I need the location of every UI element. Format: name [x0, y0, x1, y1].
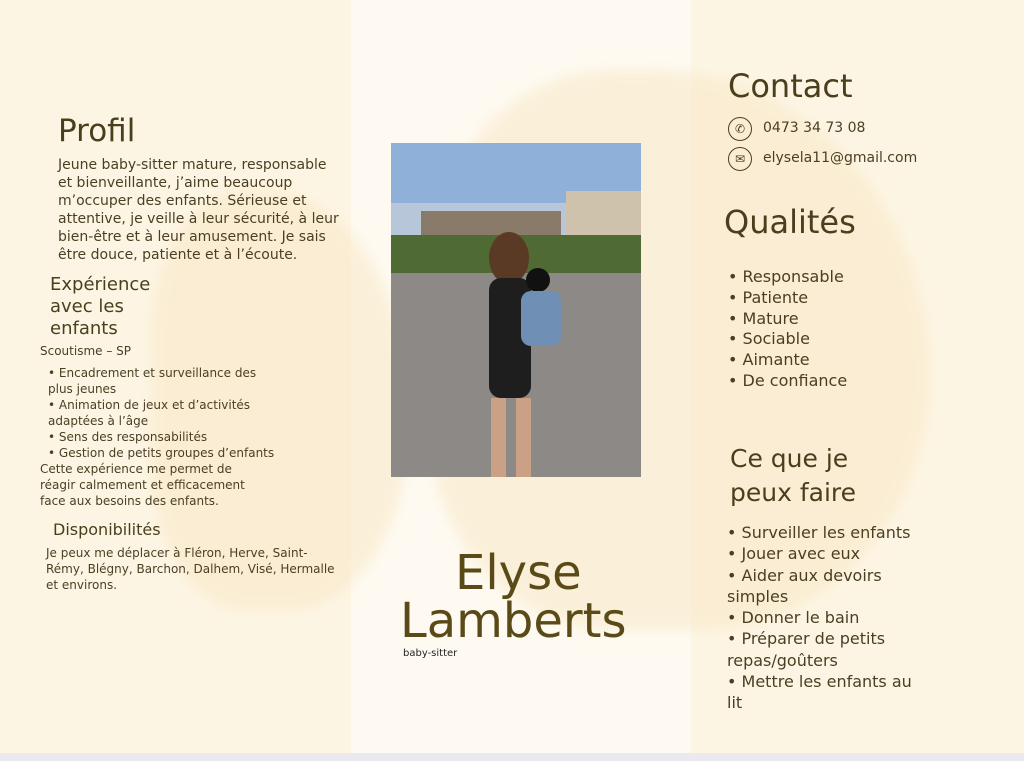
profile-title: Profil	[58, 113, 136, 149]
experience-subtitle: Scoutisme – SP	[40, 344, 132, 358]
list-item: • Mettre les enfants au lit	[727, 671, 927, 714]
profile-photo	[391, 143, 641, 477]
availability-title: Disponibilités	[53, 520, 161, 539]
list-item: • Gestion de petits groupes d’enfants	[48, 445, 278, 461]
list-item: • Donner le bain	[727, 607, 927, 628]
availability-text: Je peux me déplacer à Fléron, Herve, Saint-Rémy, Blégny, Barchon, Dalhem, Visé, Hermalle et environs.	[46, 546, 335, 592]
qualities-title: Qualités	[724, 203, 856, 241]
tasks-title: Ce que je peux faire	[730, 444, 857, 507]
role: baby-sitter	[403, 648, 458, 659]
tasks-list	[727, 522, 927, 714]
list-item: • Préparer de petits repas/goûters	[727, 628, 927, 671]
experience-title: Expérience avec les enfants	[50, 274, 151, 339]
left-column	[40, 112, 340, 593]
profile-text: Jeune baby-sitter mature, responsable et bienveillante, j’aime beaucoup m’occuper des enfants. Sérieuse et attentive, je veille à leur sécurité, à leur bien-être et à leur amusement. Je sais être douce, patiente et à l’écoute.	[58, 157, 339, 263]
list-item: • Sociable	[728, 329, 847, 350]
phone-icon: ✆	[728, 117, 752, 141]
last-name: Lamberts	[400, 593, 627, 649]
list-item: • De confiance	[728, 371, 847, 392]
list-item: • Jouer avec eux	[727, 543, 927, 564]
email[interactable]: elysela11@gmail.com	[763, 150, 918, 166]
list-item: • Mature	[728, 309, 847, 330]
phone-number[interactable]: 0473 34 73 08	[763, 120, 866, 136]
list-item: • Animation de jeux et d’activités adaptées à l’âge	[48, 397, 278, 429]
experience-list	[48, 365, 278, 461]
contact-title: Contact	[728, 67, 853, 105]
list-item: • Aimante	[728, 350, 847, 371]
envelope-icon: ✉	[728, 147, 752, 171]
list-item: • Aider aux devoirs simples	[727, 565, 927, 608]
list-item: • Sens des responsabilités	[48, 429, 278, 445]
experience-conclusion: Cette expérience me permet de réagir calmement et efficacement face aux besoins des enfants.	[40, 462, 245, 508]
qualities-list	[728, 267, 847, 392]
list-item: • Encadrement et surveillance des plus jeunes	[48, 365, 278, 397]
list-item: • Responsable	[728, 267, 847, 288]
list-item: • Surveiller les enfants	[727, 522, 927, 543]
first-name: Elyse	[455, 545, 582, 601]
list-item: • Patiente	[728, 288, 847, 309]
